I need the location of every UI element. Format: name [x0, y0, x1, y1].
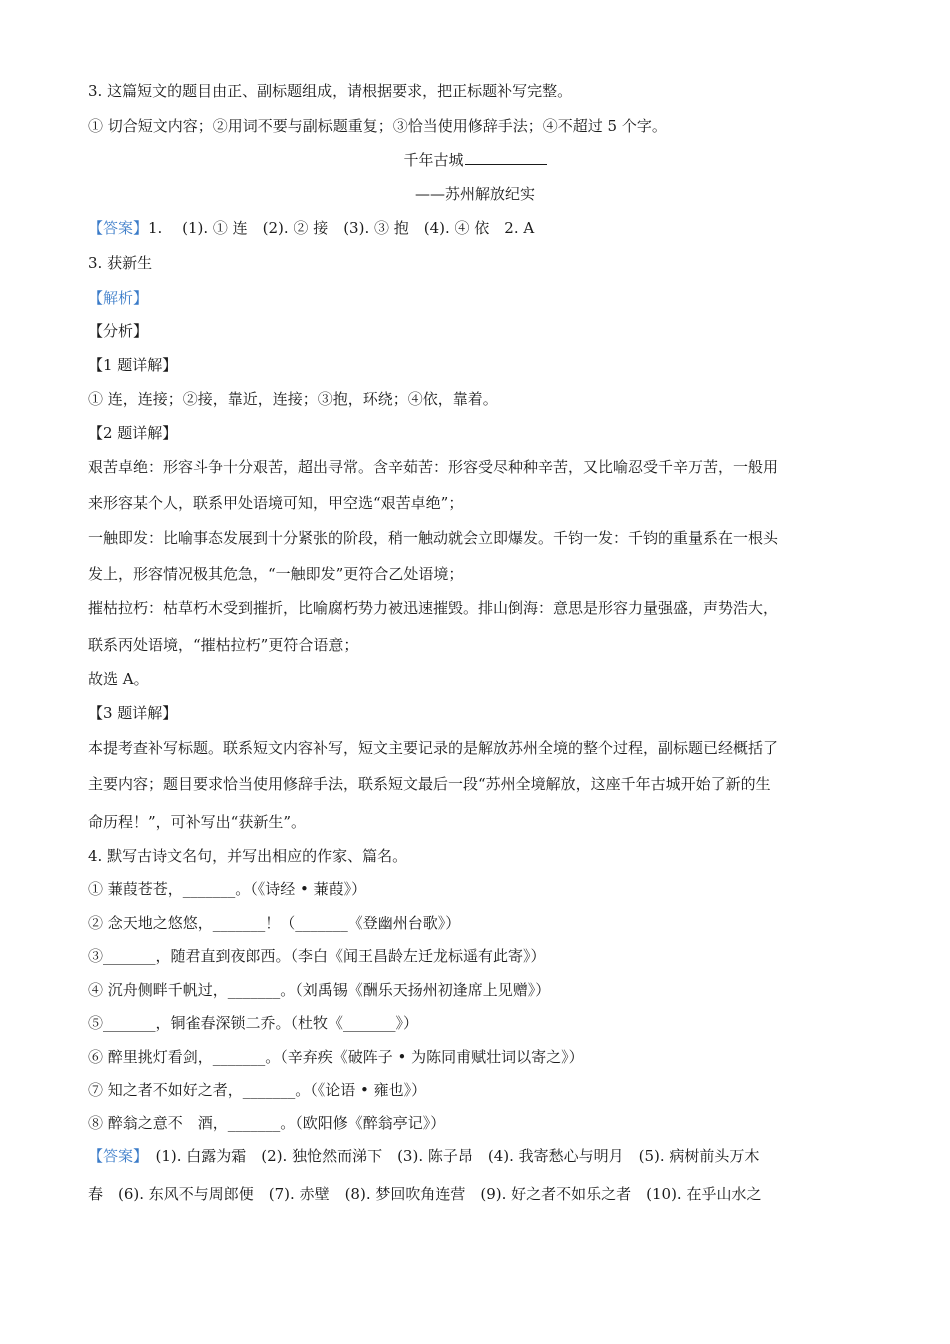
sub2-line: 艰苦卓绝：形容斗争十分艰苦，超出寻常。含辛茹苦：形容受尽种种辛苦，又比喻忍受千辛万苦，一般用 — [88, 458, 779, 476]
sub3-line: 命历程！”，可补写出“获新生”。 — [88, 813, 307, 831]
sub3-line: 主要内容；题目要求恰当使用修辞手法，联系短文最后一段“苏州全境解放，这座千年古城开始了新的生 — [88, 775, 771, 793]
poem-item: ⑧ 醉翁之意不 酒，_______。（欧阳修《醉翁亭记》） — [88, 1114, 446, 1132]
answer2-tag: 【答案】 — [88, 1147, 141, 1165]
title-subtitle: ——苏州解放纪实 — [414, 185, 535, 203]
question-3-stem: 3. 这篇短文的题目由正、副标题组成，请根据要求，把正标题补写完整。 — [88, 82, 573, 100]
sub1-title: 【1 题详解】 — [88, 356, 178, 374]
sub2-line: 发上，形容情况极其危急，“一触即发”更符合乙处语境； — [88, 565, 464, 583]
poem-item: ④ 沉舟侧畔千帆过，_______。（刘禹锡《酬乐天扬州初逢席上见赠》） — [88, 981, 551, 999]
title-blank — [465, 150, 547, 165]
poem-item: ③_______，随君直到夜郎西。（李白《闻王昌龄左迁龙标遥有此寄》） — [88, 947, 546, 965]
answer-tag: 【答案】 — [88, 219, 149, 237]
sub2-line: 联系丙处语境，“摧枯拉朽”更符合语意； — [88, 636, 359, 654]
sub3-line: 本提考查补写标题。联系短文内容补写，短文主要记录的是解放苏州全境的整个过程，副标题已经概括了 — [88, 739, 779, 757]
title-main: 千年古城 — [403, 151, 464, 169]
answer-line-1 — [88, 218, 878, 238]
poem-item: ⑥ 醉里挑灯看剑，_______。（辛弃疾《破阵子 • 为陈同甫赋壮词以寄之》） — [88, 1048, 584, 1066]
sub2-title: 【2 题详解】 — [88, 424, 178, 442]
poem-item: ② 念天地之悠悠，_______！（_______《登幽州台歌》） — [88, 914, 461, 932]
poem-item: ① 蒹葭苍苍，_______。（《诗经 • 蒹葭》） — [88, 880, 367, 898]
sub1-text: ① 连，连接；②接，靠近，连接；③抱，环绕；④依，靠着。 — [88, 390, 498, 408]
poem-item: ⑦ 知之者不如好之者，_______。（《论语 • 雍也》） — [88, 1081, 427, 1099]
title-main-line — [0, 150, 950, 170]
poem-item: ⑤_______，铜雀春深锁二乔。（杜牧《_______》） — [88, 1014, 419, 1032]
sub2-line: 来形容某个人，联系甲处语境可知，甲空选“艰苦卓绝”； — [88, 494, 464, 512]
sub2-line: 摧枯拉朽：枯草朽木受到摧折，比喻腐朽势力被迅速摧毁。排山倒海：意思是形容力量强盛，声势浩大， — [88, 599, 779, 617]
sub2-line: 一触即发：比喻事态发展到十分紧张的阶段，稍一触动就会立即爆发。千钧一发：千钧的重量系在一根头 — [88, 529, 779, 547]
answer2-text: (1). 白露为霜 (2). 独怆然而涕下 (3). 陈子昂 (4). 我寄愁心与明月 (5). 病树前头万木 — [140, 1147, 760, 1165]
answer2-line-1 — [88, 1146, 878, 1166]
analysis-tag: 【解析】 — [88, 289, 149, 307]
answer2-line-2: 春 (6). 东风不与周郎便 (7). 赤壁 (8). 梦回吹角连营 (9). 好之者不如乐之者 (10). 在乎山水之 — [88, 1185, 762, 1203]
answer-line-2: 3. 获新生 — [88, 254, 153, 272]
question-4-stem: 4. 默写古诗文名句，并写出相应的作家、篇名。 — [88, 847, 408, 865]
answer-text: 1. (1). ① 连 (2). ② 接 (3). ③ 抱 (4). ④ 依 2. A — [148, 219, 535, 237]
question-3-requirements: ① 切合短文内容；②用词不要与副标题重复；③恰当使用修辞手法；④不超过 5 个字。 — [88, 117, 667, 135]
analysis-fenxi: 【分析】 — [88, 322, 149, 340]
sub3-title: 【3 题详解】 — [88, 704, 178, 722]
sub2-line: 故选 A。 — [88, 670, 149, 688]
